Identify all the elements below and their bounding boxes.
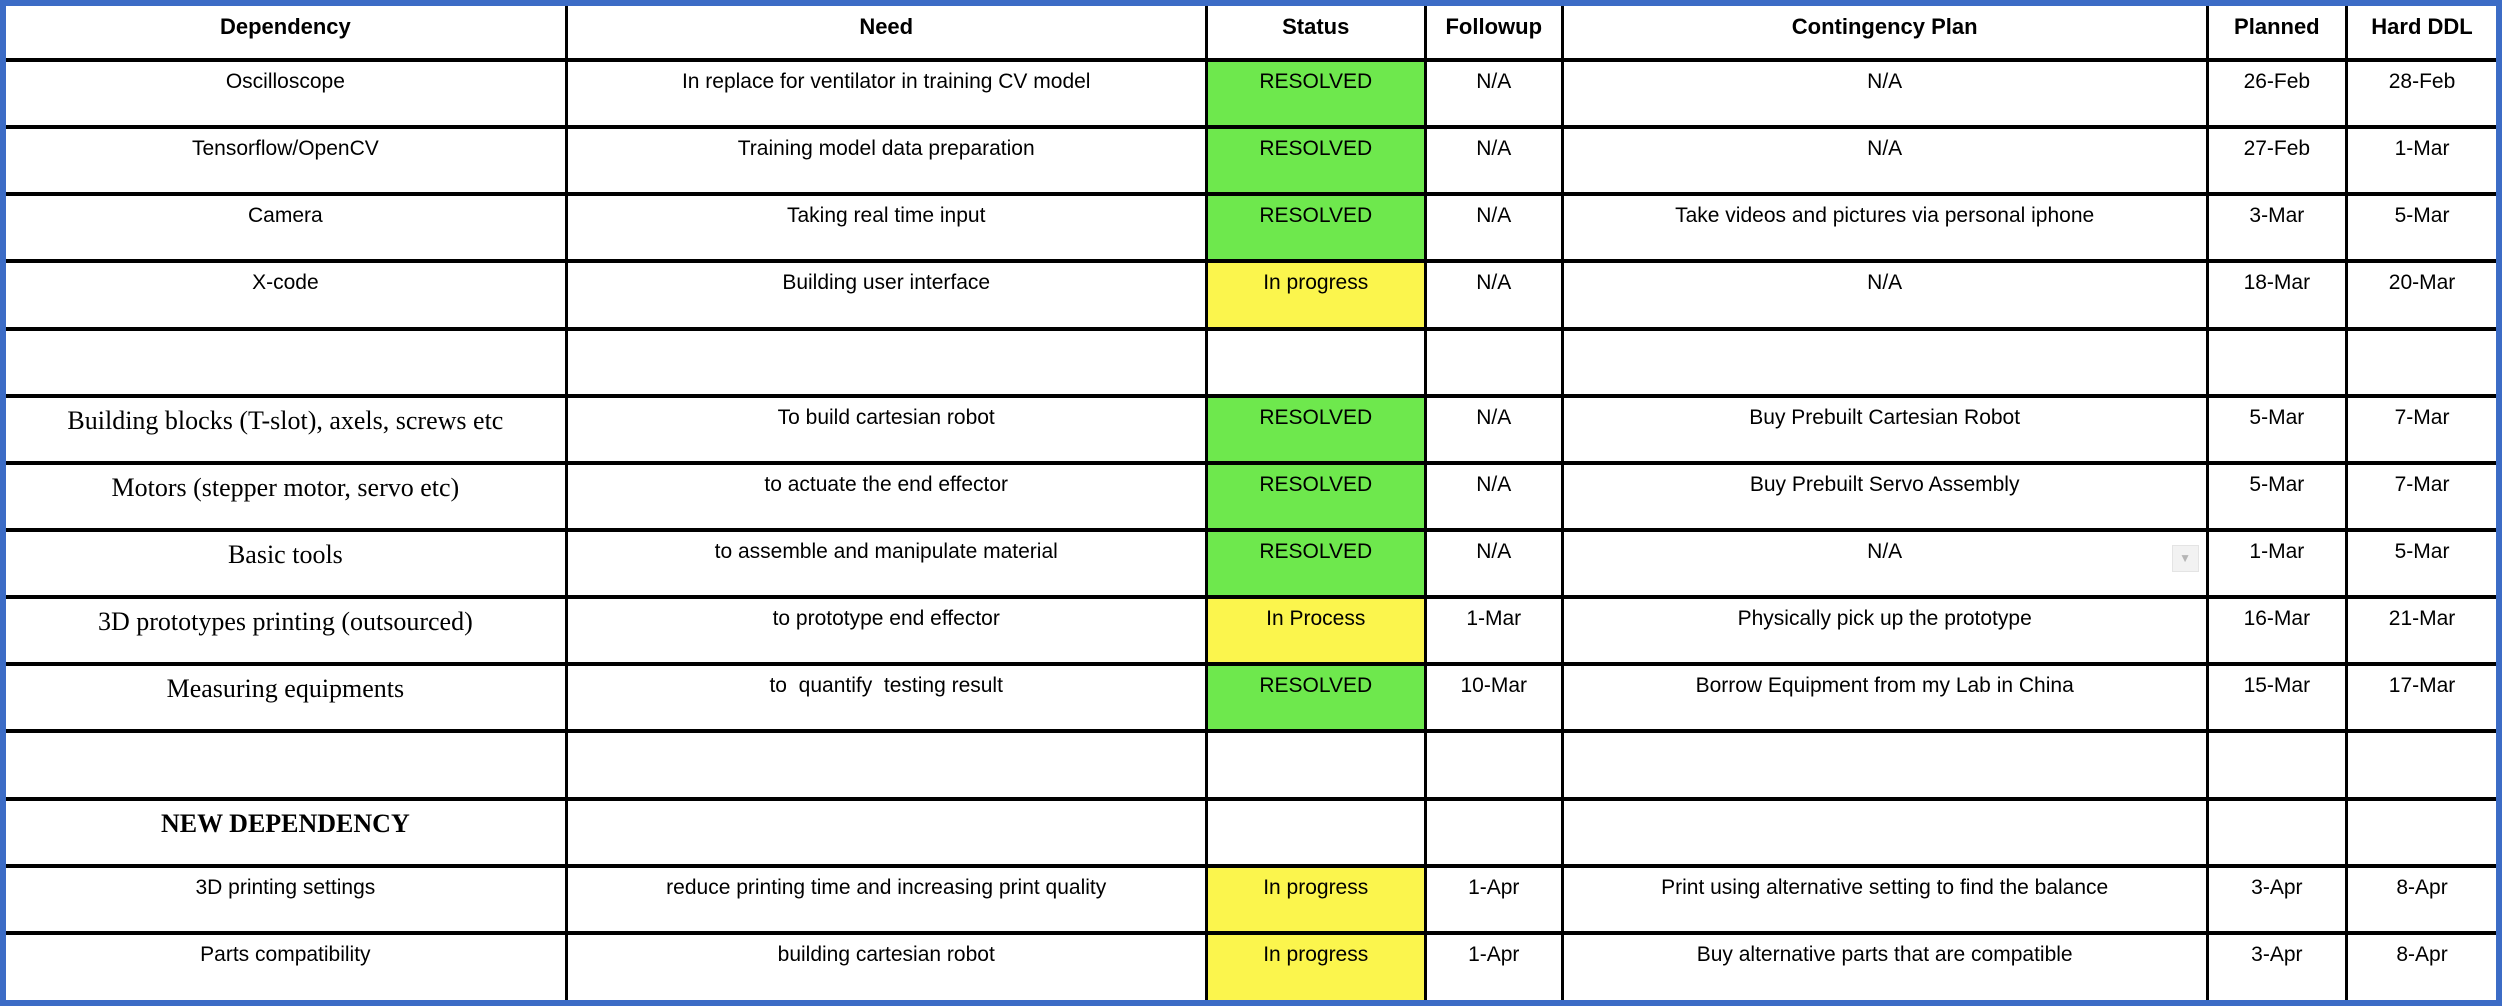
need-cell[interactable] [566, 866, 1206, 933]
planned-cell[interactable] [2207, 329, 2346, 396]
followup-cell[interactable] [1425, 261, 1562, 328]
planned-cell[interactable] [2207, 396, 2346, 463]
planned-cell[interactable] [2207, 866, 2346, 933]
contingency-cell[interactable] [1562, 933, 2207, 1000]
contingency-value: Borrow Equipment from my Lab in China [1695, 674, 2074, 698]
status-value: RESOLVED [1259, 204, 1373, 228]
status-cell[interactable] [1206, 731, 1425, 798]
column-header-label: Followup [1445, 14, 1543, 39]
table-row [6, 664, 2496, 731]
hard-ddl-value: 7-Mar [2394, 405, 2450, 429]
contingency-value: Buy Prebuilt Cartesian Robot [1749, 405, 2021, 429]
need-cell[interactable] [566, 60, 1206, 127]
dependency-cell[interactable] [6, 866, 566, 933]
followup-cell[interactable] [1425, 597, 1562, 664]
table-row [6, 261, 2496, 328]
dependency-value: X-code [252, 271, 319, 295]
dependency-value: 3D prototypes printing (outsourced) [97, 607, 473, 637]
table-row [6, 597, 2496, 664]
dependency-value: Oscilloscope [225, 70, 345, 93]
hard-ddl-cell[interactable] [2347, 530, 2496, 597]
followup-cell[interactable] [1425, 127, 1562, 194]
followup-value: 1-Apr [1468, 875, 1520, 899]
need-value: reduce printing time and increasing print quality [666, 875, 1107, 899]
status-cell[interactable] [1206, 463, 1425, 530]
planned-cell[interactable] [2207, 530, 2346, 597]
dependency-value: NEW DEPENDENCY [161, 808, 410, 838]
followup-value: N/A [1476, 137, 1512, 161]
followup-cell[interactable] [1425, 530, 1562, 597]
status-cell[interactable] [1206, 530, 1425, 597]
need-cell[interactable] [566, 597, 1206, 664]
followup-cell[interactable] [1425, 463, 1562, 530]
column-header-hard-ddl[interactable] [2347, 6, 2496, 60]
status-cell[interactable] [1206, 60, 1425, 127]
need-value: Building user interface [782, 271, 991, 295]
table-row [6, 933, 2496, 1000]
status-value: RESOLVED [1259, 70, 1373, 93]
dependency-cell[interactable] [6, 396, 566, 463]
followup-cell[interactable] [1425, 731, 1562, 798]
followup-value: N/A [1476, 472, 1512, 496]
planned-value: 27-Feb [2243, 137, 2311, 161]
dependency-value: Camera [248, 204, 323, 228]
contingency-cell[interactable] [1562, 799, 2207, 866]
status-cell[interactable] [1206, 597, 1425, 664]
planned-cell[interactable] [2207, 261, 2346, 328]
need-value: To build cartesian robot [777, 405, 995, 429]
planned-cell[interactable] [2207, 933, 2346, 1000]
hard-ddl-cell[interactable] [2347, 463, 2496, 530]
need-cell[interactable] [566, 664, 1206, 731]
dependency-cell[interactable] [6, 194, 566, 261]
hard-ddl-cell[interactable] [2347, 261, 2496, 328]
dependency-cell[interactable] [6, 530, 566, 597]
status-value: In progress [1263, 271, 1369, 295]
table-row [6, 799, 2496, 866]
dependency-cell[interactable] [6, 799, 566, 866]
dependency-value: Measuring equipments [166, 674, 405, 704]
table-row [6, 866, 2496, 933]
followup-value: 1-Mar [1466, 607, 1522, 631]
contingency-value: Print using alternative setting to find the balance [1661, 875, 2109, 899]
hard-ddl-value: 5-Mar [2394, 539, 2450, 563]
planned-value: 3-Apr [2251, 875, 2303, 899]
need-cell[interactable] [566, 194, 1206, 261]
hard-ddl-cell[interactable] [2347, 866, 2496, 933]
column-header-need[interactable] [566, 6, 1206, 60]
planned-value: 26-Feb [2243, 70, 2311, 93]
contingency-cell[interactable] [1562, 261, 2207, 328]
need-value: Training model data preparation [737, 137, 1035, 161]
table-row [6, 60, 2496, 127]
need-cell[interactable] [566, 127, 1206, 194]
contingency-value: Buy Prebuilt Servo Assembly [1749, 472, 2020, 496]
contingency-value: N/A [1867, 271, 1903, 295]
header-row [6, 6, 2496, 60]
column-header-label: Contingency Plan [1791, 14, 1978, 39]
hard-ddl-cell[interactable] [2347, 731, 2496, 798]
followup-value: N/A [1476, 70, 1512, 93]
dependency-value: 3D printing settings [195, 875, 376, 899]
contingency-cell[interactable] [1562, 731, 2207, 798]
planned-value: 15-Mar [2243, 674, 2311, 698]
contingency-value: N/A [1867, 539, 1903, 563]
followup-value: N/A [1476, 539, 1512, 563]
dependency-cell[interactable] [6, 127, 566, 194]
status-cell[interactable] [1206, 799, 1425, 866]
status-cell[interactable] [1206, 866, 1425, 933]
contingency-value: Buy alternative parts that are compatible [1696, 942, 2073, 966]
status-cell[interactable] [1206, 664, 1425, 731]
table-row [6, 329, 2496, 396]
status-cell[interactable] [1206, 396, 1425, 463]
dependency-value: Motors (stepper motor, servo etc) [111, 472, 460, 502]
need-cell[interactable] [566, 731, 1206, 798]
need-value: to actuate the end effector [764, 472, 1009, 496]
contingency-cell[interactable] [1562, 530, 2207, 597]
contingency-cell[interactable] [1562, 463, 2207, 530]
need-cell[interactable] [566, 329, 1206, 396]
column-header-contingency-plan[interactable] [1562, 6, 2207, 60]
hard-ddl-value: 5-Mar [2394, 204, 2450, 228]
contingency-value: Take videos and pictures via personal iphone [1675, 204, 2095, 228]
planned-value: 18-Mar [2243, 271, 2311, 295]
column-header-label: Status [1282, 14, 1350, 39]
followup-cell[interactable] [1425, 799, 1562, 866]
planned-value: 1-Mar [2249, 539, 2305, 563]
hard-ddl-cell[interactable] [2347, 329, 2496, 396]
planned-cell[interactable] [2207, 799, 2346, 866]
status-value: In Process [1266, 607, 1366, 631]
column-header-label: Need [859, 14, 914, 39]
column-header-planned[interactable] [2207, 6, 2346, 60]
status-value: RESOLVED [1259, 472, 1373, 496]
table-row [6, 530, 2496, 597]
followup-cell[interactable] [1425, 329, 1562, 396]
contingency-cell[interactable] [1562, 664, 2207, 731]
followup-value: N/A [1476, 204, 1512, 228]
dependency-value: Parts compatibility [200, 942, 371, 966]
status-cell[interactable] [1206, 329, 1425, 396]
status-value: In progress [1263, 942, 1369, 966]
planned-cell[interactable] [2207, 127, 2346, 194]
followup-cell[interactable] [1425, 933, 1562, 1000]
hard-ddl-value: 28-Feb [2388, 70, 2456, 93]
hard-ddl-cell[interactable] [2347, 799, 2496, 866]
hard-ddl-value: 17-Mar [2388, 674, 2456, 698]
hard-ddl-value: 8-Apr [2396, 942, 2448, 966]
hard-ddl-value: 8-Apr [2396, 875, 2448, 899]
planned-value: 3-Apr [2251, 942, 2303, 966]
hard-ddl-cell[interactable] [2347, 127, 2496, 194]
dependency-cell[interactable] [6, 731, 566, 798]
planned-value: 5-Mar [2249, 405, 2305, 429]
status-cell[interactable] [1206, 194, 1425, 261]
need-value: building cartesian robot [777, 942, 995, 966]
need-value: to prototype end effector [772, 607, 1000, 631]
planned-cell[interactable] [2207, 60, 2346, 127]
column-header-label: Hard DDL [2371, 14, 2473, 39]
table-body [6, 60, 2496, 1000]
table-row [6, 127, 2496, 194]
planned-cell[interactable] [2207, 731, 2346, 798]
need-cell[interactable] [566, 799, 1206, 866]
dependency-cell[interactable] [6, 664, 566, 731]
dependency-cell[interactable] [6, 60, 566, 127]
followup-cell[interactable] [1425, 60, 1562, 127]
dropdown-arrow-icon[interactable]: ▼ [2172, 545, 2199, 572]
dependency-cell[interactable] [6, 329, 566, 396]
table-row [6, 463, 2496, 530]
planned-value: 5-Mar [2249, 472, 2305, 496]
hard-ddl-cell[interactable] [2347, 60, 2496, 127]
planned-cell[interactable] [2207, 463, 2346, 530]
need-value: to quantify testing result [769, 674, 1003, 698]
contingency-value: N/A [1867, 137, 1903, 161]
contingency-value: Physically pick up the prototype [1737, 607, 2032, 631]
status-cell[interactable] [1206, 261, 1425, 328]
hard-ddl-cell[interactable] [2347, 194, 2496, 261]
dependency-cell[interactable] [6, 597, 566, 664]
followup-value: 10-Mar [1460, 674, 1528, 698]
followup-cell[interactable] [1425, 396, 1562, 463]
contingency-cell[interactable] [1562, 866, 2207, 933]
status-value: RESOLVED [1259, 674, 1373, 698]
need-value: In replace for ventilator in training CV model [681, 70, 1091, 93]
hard-ddl-value: 1-Mar [2394, 137, 2450, 161]
dependency-value: Tensorflow/OpenCV [191, 137, 379, 161]
hard-ddl-cell[interactable] [2347, 597, 2496, 664]
contingency-cell[interactable] [1562, 329, 2207, 396]
need-value: Taking real time input [786, 204, 986, 228]
followup-value: N/A [1476, 405, 1512, 429]
column-header-followup[interactable] [1425, 6, 1562, 60]
hard-ddl-cell[interactable] [2347, 664, 2496, 731]
status-value: RESOLVED [1259, 539, 1373, 563]
followup-value: N/A [1476, 271, 1512, 295]
column-header-label: Dependency [219, 14, 351, 39]
status-value: In progress [1263, 875, 1369, 899]
table-header [6, 6, 2496, 60]
contingency-cell[interactable] [1562, 194, 2207, 261]
hard-ddl-value: 7-Mar [2394, 472, 2450, 496]
hard-ddl-value: 20-Mar [2388, 271, 2456, 295]
need-cell[interactable] [566, 463, 1206, 530]
dependency-cell[interactable] [6, 933, 566, 1000]
column-header-status[interactable] [1206, 6, 1425, 60]
dependency-value: Basic tools [227, 539, 343, 569]
followup-cell[interactable] [1425, 866, 1562, 933]
contingency-cell[interactable] [1562, 597, 2207, 664]
table-row [6, 731, 2496, 798]
table-row [6, 396, 2496, 463]
followup-cell[interactable] [1425, 194, 1562, 261]
contingency-cell[interactable] [1562, 127, 2207, 194]
dependency-cell[interactable] [6, 463, 566, 530]
hard-ddl-cell[interactable] [2347, 396, 2496, 463]
contingency-cell[interactable] [1562, 60, 2207, 127]
column-header-dependency[interactable] [6, 6, 566, 60]
hard-ddl-value: 21-Mar [2388, 607, 2456, 631]
contingency-cell[interactable] [1562, 396, 2207, 463]
need-cell[interactable] [566, 261, 1206, 328]
need-cell[interactable] [566, 530, 1206, 597]
dependency-value: Building blocks (T-slot), axels, screws etc [67, 405, 504, 435]
contingency-value: N/A [1867, 70, 1903, 93]
table-row [6, 194, 2496, 261]
need-cell[interactable] [566, 933, 1206, 1000]
planned-cell[interactable] [2207, 194, 2346, 261]
hard-ddl-cell[interactable] [2347, 933, 2496, 1000]
followup-cell[interactable] [1425, 664, 1562, 731]
followup-value: 1-Apr [1468, 942, 1520, 966]
status-value: RESOLVED [1259, 137, 1373, 161]
planned-value: 3-Mar [2249, 204, 2305, 228]
planned-cell[interactable] [2207, 597, 2346, 664]
need-value: to assemble and manipulate material [714, 539, 1058, 563]
need-cell[interactable] [566, 396, 1206, 463]
column-header-label: Planned [2234, 14, 2320, 39]
planned-value: 16-Mar [2243, 607, 2311, 631]
dependency-table [6, 6, 2496, 1000]
dependency-cell[interactable] [6, 261, 566, 328]
status-cell[interactable] [1206, 127, 1425, 194]
status-cell[interactable] [1206, 933, 1425, 1000]
planned-cell[interactable] [2207, 664, 2346, 731]
status-value: RESOLVED [1259, 405, 1373, 429]
